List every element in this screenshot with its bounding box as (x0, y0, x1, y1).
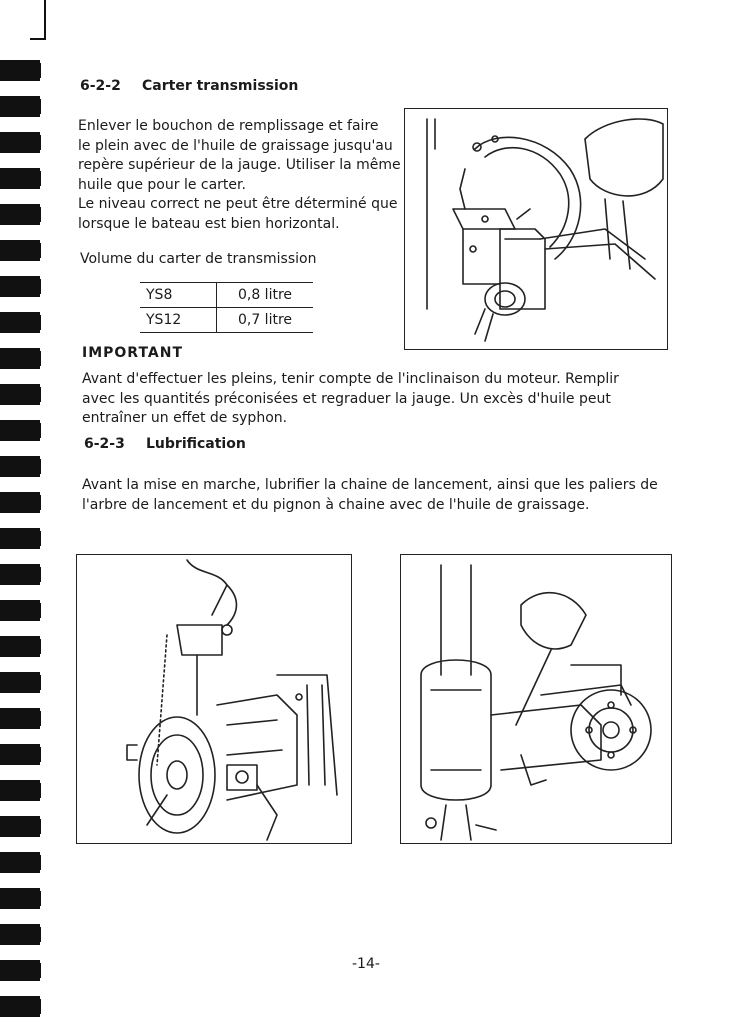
section-622-title: Carter transmission (142, 78, 299, 94)
important-line: Avant d'effectuer les pleins, tenir compte de l'inclinaison du moteur. Remplir (82, 371, 619, 387)
section-623-title: Lubrification (146, 436, 246, 452)
table-row (140, 283, 313, 308)
page-number: -14- (352, 956, 380, 972)
para1-line: Enlever le bouchon de remplissage et faire (78, 118, 379, 134)
para1-line: lorsque le bateau est bien horizontal. (78, 215, 340, 232)
volume-cell: 0,7 litre (217, 308, 314, 333)
para1-line: le plein avec de l'huile de graissage jusqu'au (78, 137, 393, 154)
section-622-number: 6-2-2 (80, 78, 121, 94)
model-cell: YS12 (140, 308, 217, 333)
corner-mark (30, 0, 46, 40)
volume-table (140, 282, 313, 333)
important-line: entraîner un effet de syphon. (82, 410, 288, 426)
model-cell: YS8 (140, 283, 217, 308)
lubrification-line: l'arbre de lancement et du pignon à chaine avec de l'huile de graissage. (82, 496, 590, 513)
binding-strip (0, 0, 46, 1024)
figure-transmission-casing (404, 108, 668, 350)
lubrification-line: Avant la mise en marche, lubrifier la chaine de lancement, ainsi que les paliers de (82, 477, 658, 493)
volume-label: Volume du carter de transmission (80, 251, 317, 267)
para1-line: repère supérieur de la jauge. Utiliser la même (78, 157, 401, 173)
para1-line: huile que pour le carter. (78, 176, 246, 193)
section-623-heading (84, 436, 246, 452)
table-row (140, 308, 313, 333)
important-title: IMPORTANT (82, 345, 184, 361)
figure-oil-fill (400, 554, 672, 844)
para1-line: Le niveau correct ne peut être déterminé que (78, 196, 398, 212)
volume-cell: 0,8 litre (217, 283, 314, 308)
important-line: avec les quantités préconisées et regraduer la jauge. Un excès d'huile peut (82, 390, 611, 407)
section-622-heading (80, 78, 298, 94)
figure-chain-lubrication (76, 554, 352, 844)
section-623-number: 6-2-3 (84, 436, 125, 452)
